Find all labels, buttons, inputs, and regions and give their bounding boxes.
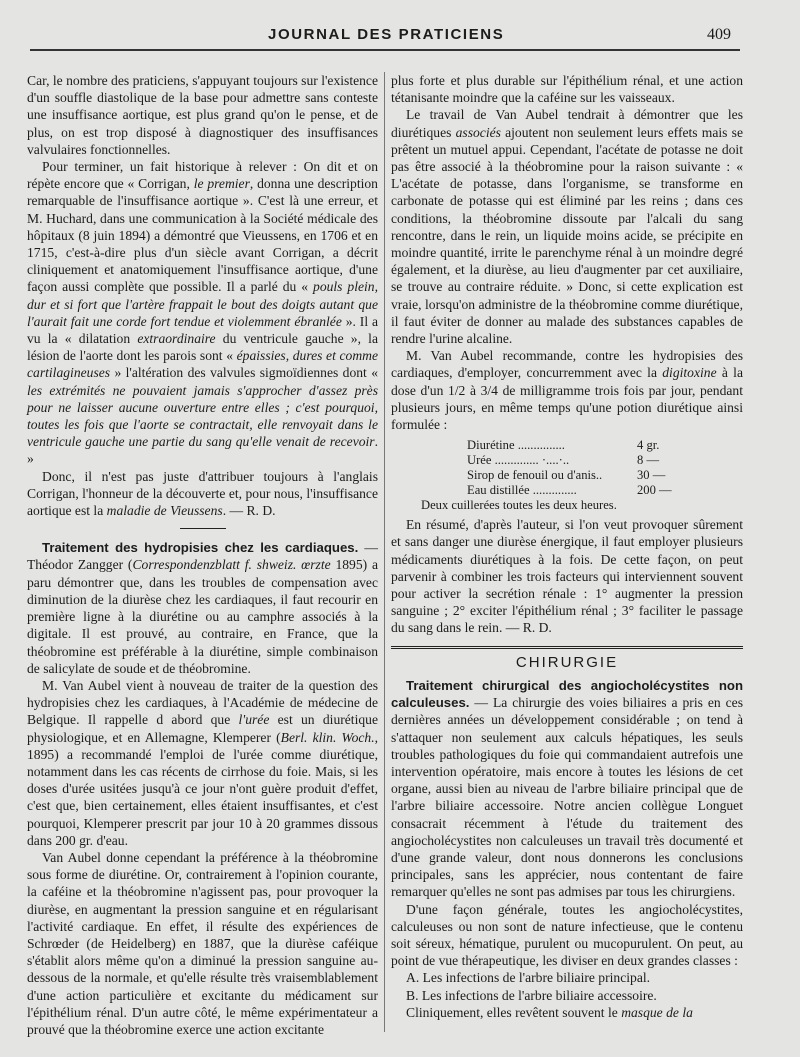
- column-divider: [384, 72, 385, 1032]
- text-run: , 1895) a recommandé l'emploi de l'urée comme diurétique, notamment dans les cas récents de cirrhose du foie. Mais, si les doses d'urée usitées jusqu'à ce jour n'ont guère produit d'effet, c'est que, bien certainement, elles étaient insuffisantes, et c'est pourquoi, Klemperer prescrit par jour 10 à 20 grammes dissous dans 200 gr. d'eau.: [27, 729, 379, 848]
- text-run: 1895) a paru démontrer que, dans les troubles de compensation avec diminution de la diurèse chez les cardiaques, il faut recourir en première ligne à la diurétine ou au camphre associés à la digitale. Il est prouvé, au contraire, en France, que la théobromine est préférable à la diurétine, simple combinaison de salicylate de soude et de théobromine.: [27, 557, 379, 676]
- section-heading: Traitement chirurgical des angiocholécystites non calculeuses.: [391, 677, 743, 711]
- text-run: — Théodor Zangger (: [27, 540, 378, 573]
- text-run: ». Il a vu la « dilatation: [27, 313, 378, 347]
- section-separator: [180, 528, 226, 529]
- formula-dose: 4 gr.: [637, 438, 660, 453]
- header-rule: [30, 49, 740, 51]
- text-run: est un diurétique physiologique, et en Allemagne, Klemperer (: [27, 712, 378, 745]
- quote-pouls: pouls plein, dur et si fort que l'artère frappait le bout des doigts autant que l'aurait fait une corde fort tendue et violemment ébranlée: [27, 279, 378, 329]
- paragraph-text: plus forte et plus durable sur l'épithélium rénal, et une action tétanisante moindre que la caféine sur les vaisseaux.: [391, 73, 743, 106]
- section-heading: Traitement des hydropisies chez les cardiaques.: [42, 540, 359, 556]
- text-run: , donna une description remarquable de l'insuffisance aortique ». C'est là une erreur, et M. Huchard, dans une communication à la Société médicale des hôpitaux (8 juin 1894) a démontré que Vieussens, en 1706 et en 1715, c'est-à-dire plus d'un siècle avant Corrigan, a décrit cliniquement et anatomiquement l'insuffisance aortique, d'une façon aussi complète que possible. Il a parlé du «: [27, 176, 378, 295]
- formula-ingredient: Sirop de fenouil ou d'anis..: [467, 468, 603, 483]
- italic-run: Correspondenzblatt f. shweiz. œrzte: [132, 557, 331, 573]
- italic-run: associés: [455, 124, 501, 140]
- italic-run: l'urée: [238, 712, 270, 728]
- formula-ingredient: Urée .............. ·....·..: [467, 453, 570, 468]
- paragraph-text: En résumé, d'après l'auteur, si l'on veut provoquer sûrement et sans danger une diurèse énergique, il faut employer plusieurs médicaments diurétiques à la fois. De cette façon, on peut parvenir à combiner les trois facteurs qui interviennent souvent pour activer la secrétion rénale : 1° augmenter la pression sanguine ; 2° exciter l'épithélium rénal ; 3° faciliter le passage du sang dans le rein. — R. D.: [391, 517, 743, 636]
- paragraph-text: D'une façon générale, toutes les angiocholécystites, calculeuses ou non sont de nature infectieuse, que le contenu soit séreux, hématique, purulent ou mucopurulent. On peut, au point de vue thérapeutique, les diviser en deux grandes classes :: [391, 901, 743, 969]
- italic-run: Berl. klin. Woch.: [280, 729, 375, 745]
- formula-ingredient: Diurétine ...............: [467, 438, 565, 453]
- right-column: [391, 72, 743, 1021]
- formula-row: [391, 453, 743, 468]
- paragraph-theobromine: [27, 849, 378, 1038]
- formula-row: [391, 483, 743, 498]
- section-hydropisies: [27, 539, 378, 677]
- formula-row: [391, 438, 743, 453]
- paragraph-corrigan-vieussens: [27, 158, 378, 468]
- section-rule-top: [391, 646, 743, 647]
- list-item-a: A. Les infections de l'arbre biliaire principal.: [406, 970, 651, 986]
- paragraph-souffle-diastolique: [27, 72, 378, 158]
- paragraph-classification: [391, 901, 743, 970]
- quote-parois: épaissies, dures et comme cartilagineuses: [27, 348, 378, 381]
- text-run: . — R. D.: [222, 503, 276, 519]
- text-run: M. Van Aubel vient à nouveau de traiter de la question des hydropisies chez les cardiaques, à l'Académie de médecine de Belgique. Il rappelle d abord que: [27, 677, 378, 728]
- journal-title: JOURNAL DES PRATICIENS: [268, 26, 505, 43]
- paragraph-cliniquement: [391, 1004, 743, 1021]
- page-number: 409: [707, 26, 731, 43]
- text-run: Cliniquement, elles revêtent souvent le: [406, 1004, 622, 1020]
- paragraph-resume: [391, 516, 743, 636]
- text-run: Pour terminer, un fait historique à relever : On dit et on répète encore que « Corrigan,: [27, 159, 378, 192]
- italic-run: le premier: [193, 176, 250, 192]
- text-run: à la dose d'un 1/2 à 3/4 de milligramme trois fois par jour, pendant plusieurs jours, en même temps qu'une potion diurétique ainsi formulée :: [391, 365, 743, 433]
- text-run: . »: [27, 434, 378, 467]
- text-run: Le travail de Van Aubel tendrait à démontrer que les diurétiques: [391, 107, 743, 140]
- italic-run: extraordinaire: [137, 331, 216, 347]
- formula-note: Deux cuillerées toutes les deux heures.: [421, 498, 617, 513]
- page-header: [0, 26, 800, 48]
- paragraph-epithelium: [391, 72, 743, 106]
- section-title-chirurgie: CHIRURGIE: [515, 653, 619, 671]
- formula-dose: 8 —: [637, 453, 660, 468]
- text-run: M. Van Aubel recommande, contre les hydropisies des cardiaques, d'employer, concurremment avec la: [391, 348, 743, 381]
- paragraph-van-aubel-uree: [27, 677, 378, 849]
- list-item-b: B. Les infections de l'arbre biliaire accessoire.: [406, 987, 657, 1003]
- formula-row: [391, 468, 743, 483]
- section-rule-bottom: [391, 648, 743, 649]
- text-run: » l'altération des valvules sigmoïdiennes dont «: [110, 365, 378, 381]
- formula-dose: 30 —: [637, 468, 666, 483]
- paragraph-diuretiques-associes: [391, 106, 743, 347]
- text-run: du ventricule gauche », la lésion de l'aorte dont les parois sont «: [27, 331, 378, 364]
- text-run: ajoutent non seulement leurs effets mais se prêtent un mutuel appui. Cependant, l'acétate de potasse ne doit pas être associé à la théobromine pour la raison suivante : « L'acétate de potasse, dans l'organisme, se transforme en carbonate de potasse qui est éliminé par les reins ; dans ces conditions, la théobromine dissoute par l'alcali du sang rencontre, dans le rein, un liquide moins acide, se précipite en moindre quantité, irrite le parenchyme rénal à un moindre degré également, et la diurèse, au lieu d'augmenter par cet auxiliaire, se trouve au contraire réduite. » Donc, si cette explication est vraie, lorsqu'on administre de la théobromine comme diurétique, il faut éviter de donner au malade des substances capables de rendre l'urine alcaline.: [391, 124, 743, 347]
- paragraph-digitoxine: [391, 347, 743, 433]
- formula-dose: 200 —: [637, 483, 672, 498]
- quote-valvules: les extrémités ne pouvaient jamais s'approcher d'assez près pour ne laisser aucune ouverture entre elles ; c'est pourquoi, toutes les fois que l'aorte se contractait, elle renvoyait dans le ventricule gauche une partie du sang qu'elle venait de recevoir: [27, 382, 378, 450]
- italic-run: masque de la: [621, 1004, 693, 1020]
- prescription-formula: [391, 438, 743, 513]
- section-angiocholecystites: [391, 677, 743, 901]
- formula-ingredient: Eau distillée ..............: [467, 483, 577, 498]
- left-column: [27, 72, 378, 1038]
- paragraph-text: Van Aubel donne cependant la préférence à la théobromine sous forme de diurétine. Or, contrairement à l'opinion courante, la caféine et la théobromine n'agissent pas, pour provoquer la diurèse, en augmentant la pression sanguine et en régularisant l'activité cardiaque. En effet, il résulte des expériences de Schrœder (de Heidelberg) en 1887, que la diurèse caféique s'établit alors même qu'on a diminué la pression sanguine au-dessous de la normale, et qu'elle résulte très vraisemblablement d'une action particulière et excitante du médicament sur l'épithélium rénal. D'un autre côté, le même expérimentateur a prouvé que la théobromine exerce une action excitante: [27, 849, 378, 1037]
- paragraph-conclusion-vieussens: [27, 468, 378, 520]
- text-run: — La chirurgie des voies biliaires a pris en ces dernières années un développement considérable ; on tend à s'attaquer non seulement aux calculs hépatiques, les seuls troubles pathologiques du foie qui commandaient autrefois une intervention opératoire, mais encore à toutes les lésions de cet organe, aussi bien au niveau de l'arbre biliaire principal que de l'arbre biliaire accessoire. Notre ancien collègue Longuet consacrait récemment à l'étude du traitement des angiocholécystites non calculeuses un travail très documenté et d'une grande valeur, dont nous donnerons les conclusions principales, sans les apprécier, nous contentant de faire remarquer qu'elles ne sont pas admises par tous les chirurgiens.: [391, 695, 743, 900]
- italic-run: digitoxine: [662, 365, 717, 381]
- text-run: Donc, il n'est pas juste d'attribuer toujours à l'anglais Corrigan, l'honneur de la découverte et, pour nous, l'insuffisance aortique est la: [27, 468, 378, 519]
- paragraph-text: Car, le nombre des praticiens, s'appuyant toujours sur l'existence d'un souffle diastolique de la base pour admettre sans conteste une insuffisance aortique, est plus grand qu'on le pense, et de plus, on est trop disposé à diagnostiquer des insuffisances valvulaires fonctionnelles.: [27, 73, 378, 157]
- italic-run: maladie de Vieussens: [106, 503, 223, 519]
